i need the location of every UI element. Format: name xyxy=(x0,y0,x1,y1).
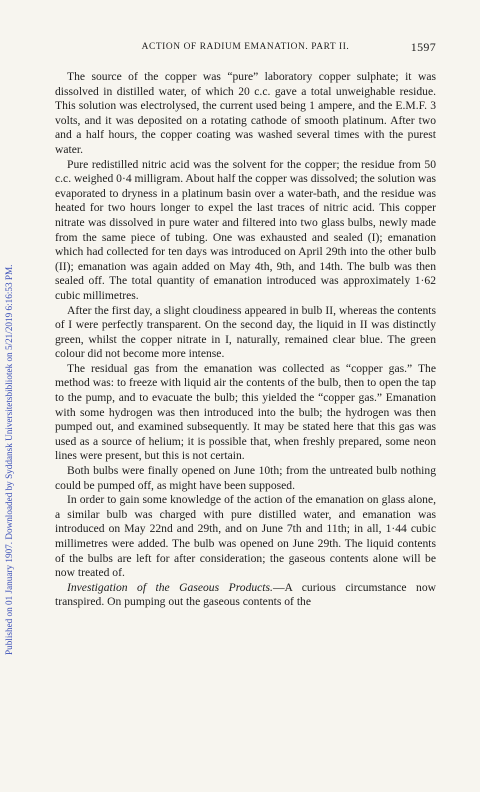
section-heading: Investigation of the Gaseous Products. xyxy=(67,580,273,594)
page-number: 1597 xyxy=(410,40,436,54)
paragraph-copper-source: The source of the copper was “pure” laboratory copper sulphate; it was dissolved in distilled water, of which 20 c.c. gave a total unweighable residue. This solution was electrolysed, the current used being 1 ampere, and the E.M.F. 3 volts, and it was deposited on a rotating cathode of smooth platinum. After two and a half hours, the copper coating was washed several times with the purest water. xyxy=(55,70,436,156)
paragraph-nitric-acid: Pure redistilled nitric acid was the solvent for the copper; the residue from 50 c.c. weighed 0·4 milligram. About half the copper was dissolved; the solution was evaporated to dryness in a platinum basin over a water-bath, and the residue was heated for two hours longer to expel the last traces of nitric acid. This copper nitrate was dissolved in pure water and filtered into two glass bulbs, newly made from the same piece of tubing. One was exhausted and sealed (I); emanation which had collected for ten days was introduced on April 29th into the other bulb (II); emanation was again added on May 4th, 9th, and 14th. The bulb was then sealed off. The total quantity of emanation introduced was approximately 1·62 cubic millimetres. xyxy=(55,157,436,302)
paragraph-residual-gas: The residual gas from the emanation was collected as “copper gas.” The method was: to freeze with liquid air the contents of the bulb, then to open the tap to the pump, and to evacuate the bulb; this yielded the “copper gas.” Emanation with some hydrogen was then introduced into the bulb; the hydrogen was then pumped out, and examined subsequently. It may be stated here that this gas was used as a source of helium; it is possible that, when freshly prepared, some neon lines were present, but this is not certain. xyxy=(55,361,436,463)
paragraph-observations: After the first day, a slight cloudiness appeared in bulb II, whereas the contents of I were perfectly transparent. On the second day, the liquid in II was distinctly green, whilst the copper nitrate in I, naturally, remained clear blue. The green colour did not become more intense. xyxy=(55,303,436,361)
download-notice-text: Published on 01 January 1907. Downloaded by Syddansk Universitetsbibliotek on 5/21/2019 6:16:53 PM. xyxy=(4,264,14,655)
paragraph-bulbs-opened: Both bulbs were finally opened on June 10th; from the untreated bulb nothing could be pumped off, as might have been supposed. xyxy=(55,464,436,492)
download-notice-sidebar xyxy=(0,0,22,792)
section-text: —A curious circumstance now transpired. On pumping out the gaseous contents of the xyxy=(55,580,437,609)
paragraph-glass-action: In order to gain some knowledge of the action of the emanation on glass alone, a similar bulb was charged with pure distilled water, and emanation was introduced on May 22nd and 29th, and on June 7th and 11th; in all, 1·44 cubic millimetres were added. The bulb was opened on June 29th. The liquid contents of the bulbs are left for after consideration; the gaseous contents alone will be now treated of. xyxy=(55,493,436,580)
paragraph-gaseous-products xyxy=(55,581,436,610)
article-body xyxy=(55,70,436,610)
running-head: ACTION OF RADIUM EMANATION. PART II. xyxy=(141,42,350,52)
page-header xyxy=(55,40,436,56)
